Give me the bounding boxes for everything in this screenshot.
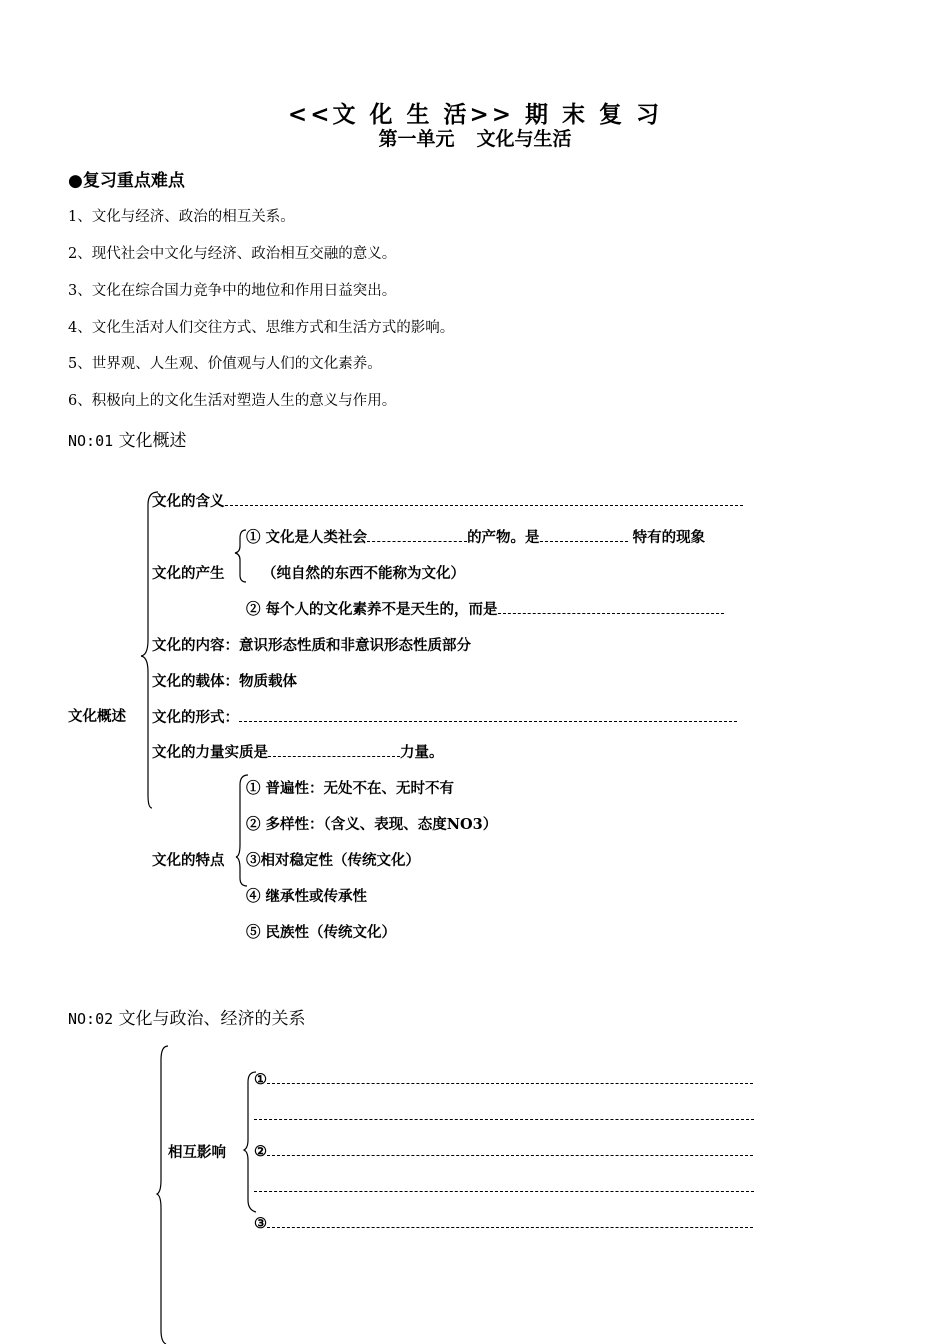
origin-blank-1[interactable] xyxy=(367,528,467,542)
section2-number: NO:02 xyxy=(68,1010,114,1028)
section2-outer-brace xyxy=(157,1046,168,1344)
culture-form-row xyxy=(152,706,737,727)
power-text-a: 文化的力量实质是 xyxy=(152,744,268,761)
feature-4: ④ 继承性或传承性 xyxy=(246,888,368,905)
culture-power-row xyxy=(152,741,444,762)
culture-overview-root: 文化概述 xyxy=(68,708,126,725)
page-title: <<文 化 生 活>> 期 末 复 习 xyxy=(287,101,663,128)
key-point-5: 5、世界观、人生观、价值观与人们的文化素养。 xyxy=(68,356,382,372)
origin-text-c: 特有的现象 xyxy=(632,529,706,546)
section1-number: NO:01 xyxy=(68,432,114,450)
culture-origin-line3 xyxy=(246,598,724,619)
key-point-2: 2、现代社会中文化与经济、政治相互交融的意义。 xyxy=(68,246,397,262)
unit-number: 第一单元 xyxy=(378,128,455,150)
culture-meaning-blank[interactable] xyxy=(225,492,743,506)
origin-blank-3[interactable] xyxy=(498,600,724,614)
feature-3: ③相对稳定性（传统文化） xyxy=(246,852,420,869)
mutual-line-4 xyxy=(254,1178,754,1196)
culture-origin-line2: （纯自然的东西不能称为文化） xyxy=(262,565,465,582)
origin-text-b: 的产物。是 xyxy=(467,529,540,546)
culture-content: 文化的内容：意识形态性质和非意识形态性质部分 xyxy=(152,637,471,654)
feature-2: ② 多样性：（含义、表现、态度NO3） xyxy=(246,816,498,833)
origin-line3-text: ② 每个人的文化素养不是天生的，而是 xyxy=(246,601,498,618)
culture-meaning-label: 文化的含义 xyxy=(152,493,225,510)
feature-5: ⑤ 民族性（传统文化） xyxy=(246,924,397,941)
origin-blank-2[interactable] xyxy=(540,528,628,542)
mutual-blank-5[interactable] xyxy=(267,1214,753,1228)
mark-2: ② xyxy=(254,1143,267,1160)
power-blank[interactable] xyxy=(268,743,400,757)
mutual-blank-3[interactable] xyxy=(267,1142,753,1156)
mutual-blank-1[interactable] xyxy=(267,1070,753,1084)
mutual-blank-2[interactable] xyxy=(254,1106,754,1120)
mutual-blank-4[interactable] xyxy=(254,1178,754,1192)
mark-1: ① xyxy=(254,1071,267,1088)
origin-text-a: ① 文化是人类社会 xyxy=(246,529,368,546)
key-point-1: 1、文化与经济、政治的相互关系。 xyxy=(68,209,295,225)
key-point-3: 3、文化在综合国力竞争中的地位和作用日益突出。 xyxy=(68,283,397,299)
origin-brace xyxy=(235,530,246,582)
culture-carrier: 文化的载体：物质载体 xyxy=(152,673,297,690)
culture-meaning-row xyxy=(152,490,743,511)
mark-3: ③ xyxy=(254,1215,267,1232)
culture-form-blank[interactable] xyxy=(239,708,737,722)
mutual-point-1 xyxy=(254,1070,753,1088)
mutual-line-2 xyxy=(254,1106,754,1124)
section2-heading xyxy=(68,1004,306,1029)
mutual-influence-label: 相互影响 xyxy=(168,1144,226,1161)
section2-title: 文化与政治、经济的关系 xyxy=(118,1009,306,1029)
culture-origin-label: 文化的产生 xyxy=(152,565,225,582)
culture-form-label: 文化的形式： xyxy=(152,709,239,726)
power-text-b: 力量。 xyxy=(400,744,444,761)
culture-origin-line1 xyxy=(246,526,705,547)
mutual-point-3 xyxy=(254,1214,753,1232)
culture-features-label: 文化的特点 xyxy=(152,852,225,869)
section1-title: 文化概述 xyxy=(118,431,187,451)
feature-1: ① 普遍性：无处不在、无时不有 xyxy=(246,780,455,797)
key-point-4: 4、文化生活对人们交往方式、思维方式和生活方式的影响。 xyxy=(68,320,455,336)
key-point-6: 6、积极向上的文化生活对塑造人生的意义与作用。 xyxy=(68,393,397,409)
unit-topic: 文化与生活 xyxy=(476,128,572,150)
key-points-heading: ●复习重点难点 xyxy=(68,171,185,191)
mutual-point-2 xyxy=(254,1142,753,1160)
